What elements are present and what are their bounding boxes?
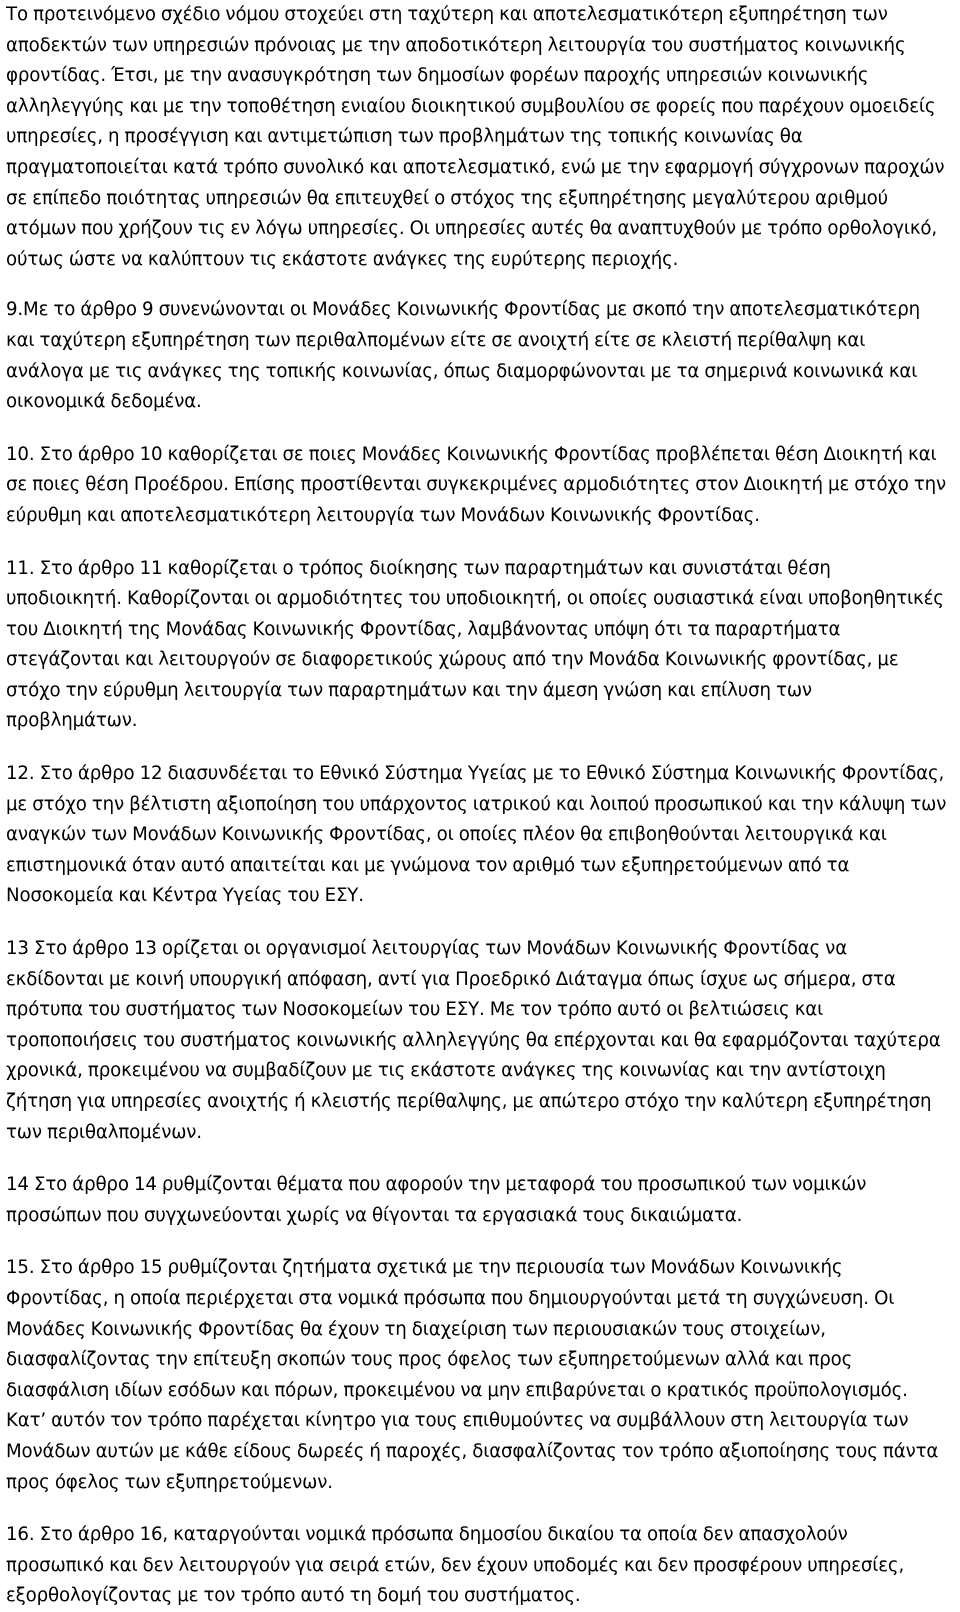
article-11-paragraph: 11. Στο άρθρο 11 καθορίζεται ο τρόπος διοίκησης των παραρτημάτων και συνιστάται θέση υποδιοικητή. Καθορίζονται οι αρμοδιότητες του υποδιοικητή, οι οποίες ουσιαστικά είναι υποβοηθητικές του Διοικητή της Μονάδας Κοινωνικής Φροντίδας, λαμβάνοντας υπόψη ότι τα παραρτήματα στεγάζονται και λειτουργούν σε διαφορετικούς χώρους από την Μονάδα Κοινωνικής φροντίδας, με στόχο την εύρυθμη λειτουργία των παραρτημάτων και την άμεση γνώση και επίλυση των προβλημάτων. bbox=[6, 557, 944, 732]
article-14-paragraph: 14 Στο άρθρο 14 ρυθμίζονται θέματα που αφορούν την μεταφορά του προσωπικού των νομικών προσώπων που συγχωνεύονται χωρίς να θίγονται τα εργασιακά τους δικαιώματα. bbox=[6, 1174, 867, 1226]
intro-paragraph: Το προτεινόμενο σχέδιο νόμου στοχεύει στη ταχύτερη και αποτελεσματικότερη εξυπηρέτηση των αποδεκτών των υπηρεσιών πρόνοιας με την αποδοτικότερη λειτουργία του συστήματος κοινωνικής φροντίδας. Έτσι, με την ανασυγκρότηση των δημοσίων φορέων παροχής υπηρεσιών κοινωνικής αλληλεγγύης και με την τοποθέτηση ενιαίου διοικητικού συμβουλίου σε φορείς που παρέχουν ομοειδείς υπηρεσίες, η προσέγγιση και αντιμετώπιση των προβλημάτων της τοπικής κοινωνίας θα πραγματοποιείται κατά τρόπο συνολικό και αποτελεσματικό, ενώ με την εφαρμογή σύγχρονων παροχών σε επίπεδο ποιότητας υπηρεσιών θα επιτευχθεί ο στόχος της εξυπηρέτησης μεγαλύτερου αριθμού ατόμων που χρήζουν τις εν λόγω υπηρεσίες. Οι υπηρεσίες αυτές θα αναπτυχθούν με τρόπο ορθολογικό, ούτως ώστε να καλύπτουν τις εκάστοτε ανάγκες της ευρύτερης περιοχής. bbox=[6, 4, 945, 270]
article-16-paragraph: 16. Στο άρθρο 16, καταργούνται νομικά πρόσωπα δημοσίου δικαίου τα οποία δεν απασχολούν προσωπικό και δεν λειτουργούν για σειρά ετών, δεν έχουν υποδομές και δεν προσφέρουν υπηρεσίες, εξορθολογίζοντας με τον τρόπο αυτό τη δομή του συστήματος. bbox=[6, 1524, 905, 1607]
article-10-paragraph: 10. Στο άρθρο 10 καθορίζεται σε ποιες Μονάδες Κοινωνικής Φροντίδας προβλέπεται θέση Διοικητή και σε ποιες θέση Προέδρου. Επίσης προστίθενται συγκεκριμένες αρμοδιότητες στον Διοικητή με στόχο την εύρυθμη και αποτελεσματικότερη λειτουργία των Μονάδων Κοινωνικής Φροντίδας. bbox=[6, 443, 947, 526]
article-15-paragraph: 15. Στο άρθρο 15 ρυθμίζονται ζητήματα σχετικά με την περιουσία των Μονάδων Κοινωνικής Φροντίδας, η οποία περιέρχεται στα νομικά πρόσωπα που δημιουργούνται μετά τη συγχώνευση. Οι Μονάδες Κοινωνικής Φροντίδας θα έχουν τη διαχείριση των περιουσιακών τους στοιχείων, διασφαλίζοντας την επίτευξη σκοπών τους προς όφελος των εξυπηρετούμενων αλλά και προς διασφάλιση ιδίων εσόδων και πόρων, προκειμένου να μην επιβαρύνεται ο κρατικός προϋπολογισμός. Κατ’ αυτόν τον τρόπο παρέχεται κίνητρο για τους επιθυμούντες να συμβάλλουν στη λειτουργία των Μονάδων αυτών με κάθε είδους δωρεές ή παροχές, διασφαλίζοντας τον τρόπο αξιοποίησης τους πάντα προς όφελος των εξυπηρετούμενων. bbox=[6, 1257, 939, 1493]
article-9-paragraph: 9.Με το άρθρο 9 συνενώνονται οι Μονάδες Κοινωνικής Φροντίδας με σκοπό την αποτελεσματικότερη και ταχύτερη εξυπηρέτηση των περιθαλπομένων είτε σε ανοιχτή είτε σε κλειστή περίθαλψη και ανάλογα με τις ανάγκες της τοπικής κοινωνίας, όπως διαμορφώνονται με τα σημερινά κοινωνικά και οικονομικά δεδομένα. bbox=[6, 299, 920, 413]
article-12-paragraph: 12. Στο άρθρο 12 διασυνδέεται το Εθνικό Σύστημα Υγείας με το Εθνικό Σύστημα Κοινωνικής Φροντίδας, με στόχο την βέλτιστη αξιοποίηση του υπάρχοντος ιατρικού και λοιπού προσωπικού και την κάλυψη των αναγκών των Μονάδων Κοινωνικής Φροντίδας, οι οποίες πλέον θα επιβοηθούνται λειτουργικά και επιστημονικά όταν αυτό απαιτείται και με γνώμονα τον αριθμό των εξυπηρετούμενων από τα Νοσοκομεία και Κέντρα Υγείας του ΕΣΥ. bbox=[6, 763, 947, 907]
article-13-paragraph: 13 Στο άρθρο 13 ορίζεται οι οργανισμοί λειτουργίας των Μονάδων Κοινωνικής Φροντίδας να εκδίδονται με κοινή υπουργική απόφαση, αντί για Προεδρικό Διάταγμα όπως ίσχυε ως σήμερα, στα πρότυπα του συστήματος των Νοσοκομείων του ΕΣΥ. Με τον τρόπο αυτό οι βελτιώσεις και τροποποιήσεις του συστήματος κοινωνικής αλληλεγγύης θα επέρχονται και θα εφαρμόζονται ταχύτερα χρονικά, προκειμένου να συμβαδίζουν με τις εκάστοτε ανάγκες της κοινωνίας και την αντίστοιχη ζήτηση για υπηρεσίες ανοιχτής ή κλειστής περίθαλψης, με απώτερο στόχο την καλύτερη εξυπηρέτηση των περιθαλπομένων. bbox=[6, 938, 941, 1143]
